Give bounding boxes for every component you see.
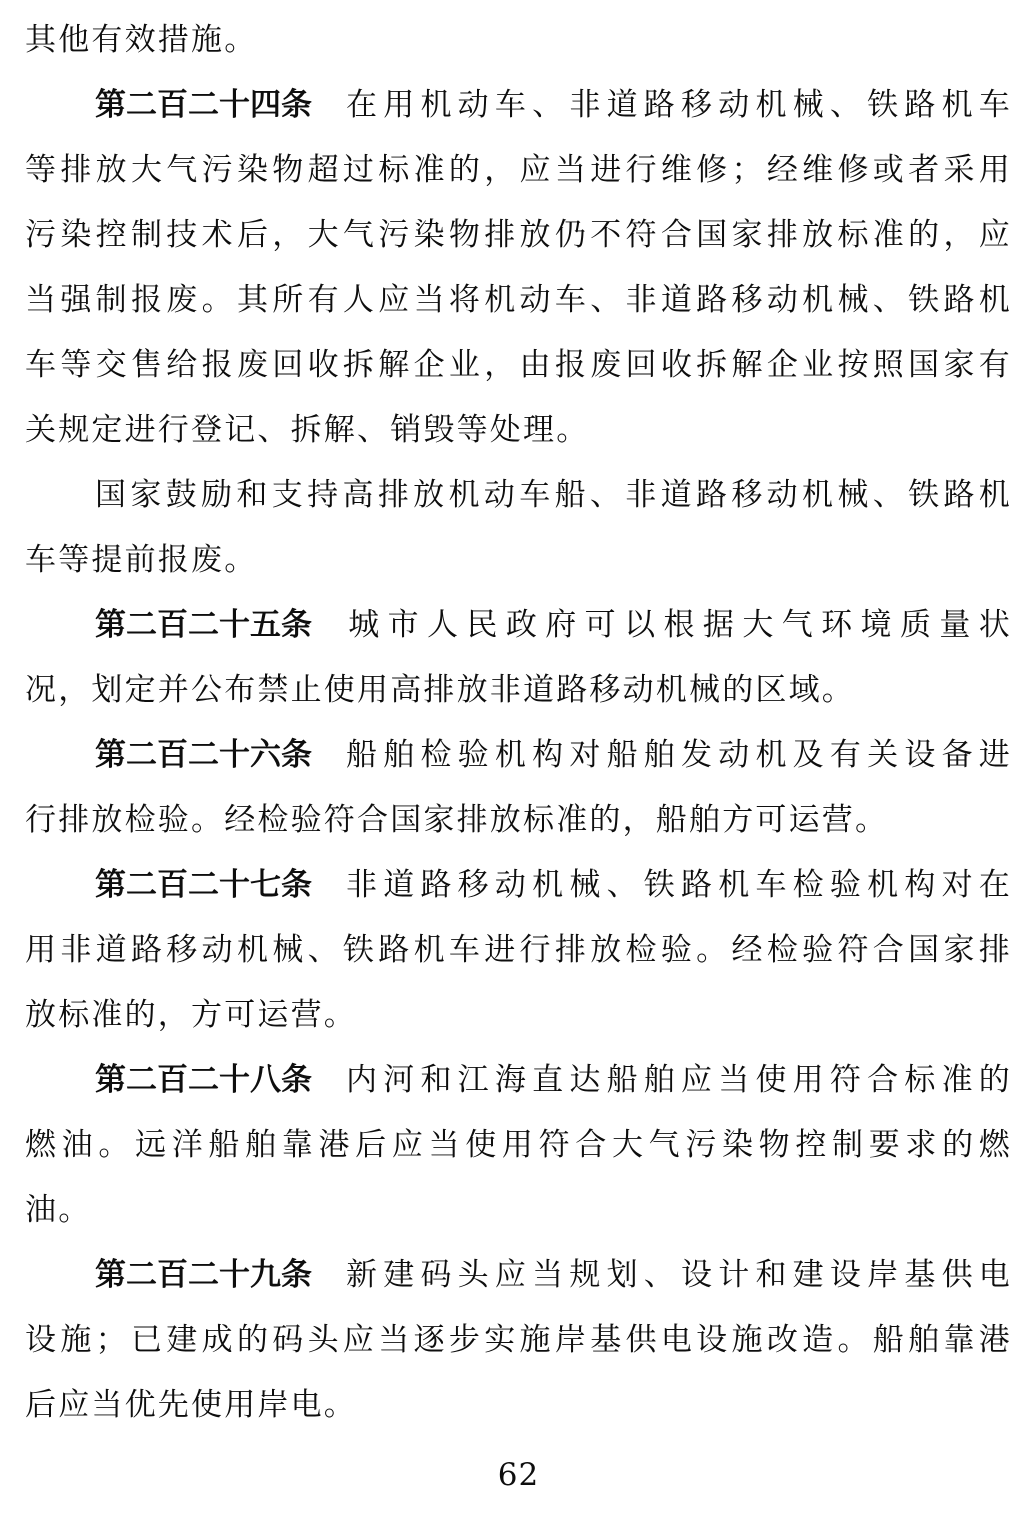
line-text: 国家鼓励和支持高排放机动车船、非道路移动机械、铁路机 — [95, 477, 1012, 513]
text-line — [25, 73, 1012, 138]
text-line — [25, 1113, 1012, 1178]
line-text: 新建码头应当规划、设计和建设岸基供电 — [342, 1257, 1012, 1293]
text-line — [25, 1243, 1012, 1308]
line-text: 用非道路移动机械、铁路机车进行排放检验。经检验符合国家排 — [25, 932, 1012, 968]
body-paragraph — [25, 463, 1012, 593]
text-line — [25, 983, 1012, 1048]
line-text: 关规定进行登记、拆解、销毁等处理。 — [25, 412, 590, 448]
line-text: 船舶检验机构对船舶发动机及有关设备进 — [342, 737, 1012, 773]
line-text: 非道路移动机械、铁路机车检验机构对在 — [342, 867, 1012, 903]
line-text: 燃油。远洋船舶靠港后应当使用符合大气污染物控制要求的燃 — [25, 1127, 1012, 1163]
line-text: 行排放检验。经检验符合国家排放标准的，船舶方可运营。 — [25, 802, 889, 838]
page-number: 62 — [497, 1457, 540, 1493]
line-text: 在用机动车、非道路移动机械、铁路机车 — [342, 87, 1012, 123]
text-line — [25, 1048, 1012, 1113]
article-paragraph — [25, 1243, 1012, 1438]
text-line — [25, 788, 1012, 853]
text-line — [25, 203, 1012, 268]
text-line — [25, 138, 1012, 203]
line-text: 车等交售给报废回收拆解企业，由报废回收拆解企业按照国家有 — [25, 347, 1012, 383]
article-number: 第二百二十六条 — [95, 737, 312, 773]
line-text: 等排放大气污染物超过标准的，应当进行维修；经维修或者采用 — [25, 152, 1012, 188]
line-text: 内河和江海直达船舶应当使用符合标准的 — [342, 1062, 1012, 1098]
line-text: 放标准的，方可运营。 — [25, 997, 357, 1033]
line-text: 污染控制技术后，大气污染物排放仍不符合国家排放标准的，应 — [25, 217, 1012, 253]
text-line — [25, 723, 1012, 788]
text-line — [25, 658, 1012, 723]
article-paragraph — [25, 593, 1012, 723]
line-text: 城市人民政府可以根据大气环境质量状 — [342, 607, 1012, 643]
document-body — [25, 8, 1012, 1438]
article-paragraph — [25, 853, 1012, 1048]
article-number: 第二百二十八条 — [95, 1062, 312, 1098]
line-text: 其他有效措施。 — [25, 22, 258, 58]
text-line — [25, 1308, 1012, 1373]
article-paragraph — [25, 723, 1012, 853]
article-paragraph — [25, 1048, 1012, 1243]
article-number: 第二百二十四条 — [95, 87, 312, 123]
text-line — [25, 463, 1012, 528]
text-line — [25, 268, 1012, 333]
line-text: 后应当优先使用岸电。 — [25, 1387, 357, 1423]
article-number: 第二百二十九条 — [95, 1257, 312, 1293]
text-line — [25, 593, 1012, 658]
line-text: 车等提前报废。 — [25, 542, 258, 578]
body-paragraph — [25, 8, 1012, 73]
article-number: 第二百二十五条 — [95, 607, 312, 643]
text-line — [25, 918, 1012, 983]
line-text: 设施；已建成的码头应当逐步实施岸基供电设施改造。船舶靠港 — [25, 1322, 1012, 1358]
line-text: 当强制报废。其所有人应当将机动车、非道路移动机械、铁路机 — [25, 282, 1012, 318]
text-line — [25, 853, 1012, 918]
text-line — [25, 1373, 1012, 1438]
article-number: 第二百二十七条 — [95, 867, 312, 903]
line-text: 况，划定并公布禁止使用高排放非道路移动机械的区域。 — [25, 672, 855, 708]
article-paragraph — [25, 73, 1012, 463]
text-line — [25, 1178, 1012, 1243]
text-line — [25, 528, 1012, 593]
text-line — [25, 333, 1012, 398]
text-line — [25, 8, 1012, 73]
line-text: 油。 — [25, 1192, 92, 1228]
text-line — [25, 398, 1012, 463]
